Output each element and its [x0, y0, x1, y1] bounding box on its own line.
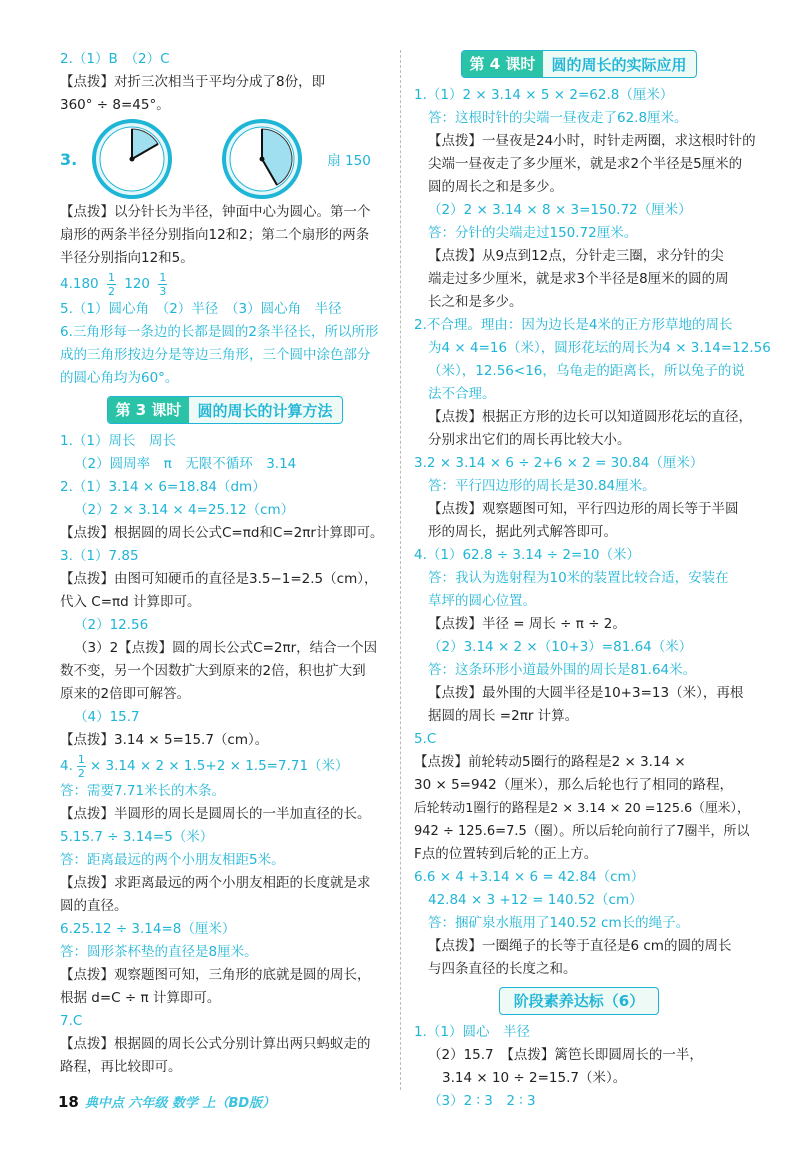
section-title: 阶段素养达标（6）	[499, 987, 659, 1015]
column-divider	[400, 50, 401, 1090]
tip-line: 【点拨】一昼夜是24小时，时针走两圈，求这根时针的	[428, 133, 756, 149]
answer-line: 1.（1）2 × 3.14 × 5 × 2=62.8（厘米）	[414, 87, 674, 103]
answer-line: 3.（1）7.85	[60, 548, 139, 564]
right-column	[414, 50, 771, 1113]
answer-line: （4）15.7	[74, 709, 140, 725]
text-line: 代入 C=πd 计算即可。	[60, 594, 201, 610]
clock-face-2	[224, 121, 300, 197]
tip-line: 【点拨】半径 = 周长 ÷ π ÷ 2。	[428, 616, 626, 632]
text-line: 圆的直径。	[60, 898, 128, 914]
fraction: $\frac{1}{2}$	[107, 270, 115, 298]
tip-line: 【点拨】3.14 × 5=15.7（cm）。	[60, 732, 269, 748]
answer-line: 答：这根时针的尖端一昼夜走了62.8厘米。	[428, 110, 688, 126]
answer-line: 42.84 × 3 +12 = 140.52（cm）	[428, 892, 643, 908]
answer-line: 1.（1）圆心 半径	[414, 1024, 530, 1040]
text-line: 与四条直径的长度之和。	[428, 961, 577, 977]
text-line: 3.14 × 10 ÷ 2=15.7（米）。	[442, 1070, 627, 1086]
answer-line: 5.15.7 ÷ 3.14=5（米）	[60, 829, 214, 845]
text-line: 长之和是多少。	[428, 294, 523, 310]
tip-line: 【点拨】根据正方形的边长可以知道圆形花坛的直径，	[428, 409, 752, 425]
tip-line: 【点拨】以分针长为半径，钟面中心为圆心。第一个	[60, 204, 371, 220]
answer-line: （2）2 × 3.14 × 4=25.12（cm）	[74, 502, 295, 518]
tip-line: 【点拨】半圆形的周长是圆周长的一半加直径的长。	[60, 806, 371, 822]
tip-line: 【点拨】从9点到12点，分针走三圈，求分针的尖	[428, 248, 724, 264]
answer-line: 6.6 × 4 +3.14 × 6 = 42.84（cm）	[414, 869, 645, 885]
text-line: 原来的2倍即可解答。	[60, 686, 191, 702]
tip-line: 【点拨】求距离最远的两个小朋友相距的长度就是求	[60, 875, 371, 891]
answer-line: 2.（1）B （2）C	[60, 51, 170, 67]
fraction: $\frac{1}{3}$	[159, 270, 167, 298]
tip-line: 【点拨】对折三次相当于平均分成了8份，即	[60, 74, 326, 90]
question-number: 3.	[60, 149, 78, 169]
answer-line: 法不合理。	[428, 386, 496, 402]
answer-line: （2）12.56	[74, 617, 149, 633]
answer-line: （2）2 × 3.14 × 8 × 3=150.72（厘米）	[428, 202, 692, 218]
tip-line: （2）15.7 【点拨】篱笆长即圆周长的一半，	[428, 1047, 703, 1063]
text-line: 半径分别指向12和5。	[60, 250, 194, 266]
page-number: 18	[58, 1092, 79, 1111]
text-line: 数不变，另一个因数扩大到原来的2倍，积也扩大到	[60, 663, 366, 679]
left-column	[60, 48, 390, 1079]
answer-line: 4.180 $\frac{1}{2}$ 120 $\frac{1}{3}$	[60, 270, 167, 298]
answer-line: 5.C	[414, 731, 437, 747]
text-line: 分别求出它们的周长再比较大小。	[428, 432, 631, 448]
section-title: 圆的周长的实际应用	[551, 55, 687, 74]
tip-line: 【点拨】根据圆的周长公式分别计算出两只蚂蚁走的	[60, 1036, 371, 1052]
answer-line: 答：需要7.71米长的木条。	[60, 783, 226, 799]
text-line: 据圆的周长 =2πr 计算。	[428, 708, 579, 724]
answer-line: 的圆心角均为60°。	[60, 370, 179, 386]
answer-line: 1.（1）周长 周长	[60, 433, 176, 449]
tip-line: 【点拨】一圈绳子的长等于直径是6 cm的圆的周长	[428, 938, 732, 954]
answer-line: 2.不合理。理由：因为边长是4米的正方形草地的周长	[414, 317, 733, 333]
answer-line: 4.（1）62.8 ÷ 3.14 ÷ 2=10（米）	[414, 547, 640, 563]
clock-face-1	[94, 121, 170, 197]
fraction: $\frac{1}{2}$	[77, 752, 85, 780]
answer-line: 答：捆矿泉水瓶用了140.52 cm长的绳子。	[428, 915, 690, 931]
text-line: 端走过多少厘米，就是求3个半径是8厘米的圆的周	[428, 271, 729, 287]
text-line: 后轮转动1圈行的路程是2 × 3.14 × 20 =125.6（厘米），	[414, 801, 750, 816]
section-header-stage	[414, 987, 744, 1015]
answer-line: 3.2 × 3.14 × 6 ÷ 2+6 × 2 = 30.84（厘米）	[414, 455, 704, 471]
section-title: 圆的周长的计算方法	[197, 401, 333, 420]
answer-line: 为4 × 4=16（米），圆形花坛的周长为4 × 3.14=12.56	[428, 340, 771, 356]
tip-line: 【点拨】根据圆的周长公式C=πd和C=2πr计算即可。	[60, 525, 384, 541]
text-line: 形的周长，据此列式解答即可。	[428, 524, 617, 540]
clock-note: 扇 150	[327, 153, 371, 169]
section-header-3	[60, 396, 390, 424]
answer-line: （3）2 ∶ 3 2 ∶ 3	[428, 1093, 536, 1109]
tip-line: 【点拨】最外围的大圆半径是10+3=13（米），再根	[428, 685, 744, 701]
tip-line: 【点拨】观察题图可知，三角形的底就是圆的周长，	[60, 967, 371, 983]
text-line: 30 × 5=942（厘米），那么后轮也行了相同的路程，	[414, 777, 733, 793]
text-line: 圆的周长之和是多少。	[428, 179, 563, 195]
lesson-tag: 第 4 课时	[462, 51, 544, 77]
book-title: 典中点 六年级 数学 上（BD版）	[84, 1096, 276, 1111]
tip-line: （3）2【点拨】圆的周长公式C=2πr，结合一个因	[74, 640, 378, 656]
answer-line: 2.（1）3.14 × 6=18.84（dm）	[60, 479, 266, 495]
answer-line: 6.25.12 ÷ 3.14=8（厘米）	[60, 921, 236, 937]
answer-line: 答：平行四边形的周长是30.84厘米。	[428, 478, 656, 494]
answer-line: 答：我认为选射程为10米的装置比较合适，安装在	[428, 570, 729, 586]
answer-line: 7.C	[60, 1013, 83, 1029]
clock-figures	[60, 117, 390, 201]
tip-line: 【点拨】前轮转动5圈行的路程是2 × 3.14 ×	[414, 754, 686, 770]
text-line: 扇形的两条半径分别指向12和2；第二个扇形的两条	[60, 227, 370, 243]
text-line: 根据 d=C ÷ π 计算即可。	[60, 990, 221, 1006]
answer-line: （米），12.56<16，乌龟走的距离长，所以兔子的说	[428, 363, 745, 379]
tip-line: 【点拨】观察题图可知，平行四边形的周长等于半圆	[428, 501, 739, 517]
answer-line: 答：分针的尖端走过150.72厘米。	[428, 225, 638, 241]
answer-line: 答：距离最远的两个小朋友相距5米。	[60, 852, 285, 868]
lesson-tag: 第 3 课时	[108, 397, 190, 423]
text-line: 路程，再比较即可。	[60, 1059, 182, 1075]
answer-line: 6.三角形每一条边的长都是圆的2条半径长，所以所形	[60, 324, 379, 340]
text-line: 尖端一昼夜走了多少厘米，就是求2个半径是5厘米的	[428, 156, 743, 172]
text-line: 360° ÷ 8=45°。	[60, 97, 170, 113]
text-line: 942 ÷ 125.6=7.5（圈）。所以后轮向前行了7圈半，所以	[414, 824, 750, 839]
answer-line: 5.（1）圆心角 （2）半径 （3）圆心角 半径	[60, 301, 342, 317]
tip-line: 【点拨】由图可知硬币的直径是3.5−1=2.5（cm），	[60, 571, 378, 587]
answer-line: （2）圆周率 π 无限不循环 3.14	[74, 456, 297, 472]
answer-line: 答：这条环形小道最外围的周长是81.64米。	[428, 662, 697, 678]
answer-line: 草坪的圆心位置。	[428, 593, 536, 609]
answer-line: 成的三角形按边分是等边三角形，三个圆中涂色部分	[60, 347, 371, 363]
section-header-4	[414, 50, 744, 78]
page-footer	[58, 1092, 275, 1111]
answer-line: （2）3.14 × 2 ×（10+3）=81.64（米）	[428, 639, 693, 655]
answer-line: 答：圆形茶杯垫的直径是8厘米。	[60, 944, 258, 960]
text-line: F点的位置转到后轮的正上方。	[414, 846, 598, 862]
answer-line: 4. $\frac{1}{2}$ × 3.14 × 2 × 1.5+2 × 1.5=7.71（米）	[60, 752, 349, 780]
clock-diagram	[77, 117, 317, 201]
